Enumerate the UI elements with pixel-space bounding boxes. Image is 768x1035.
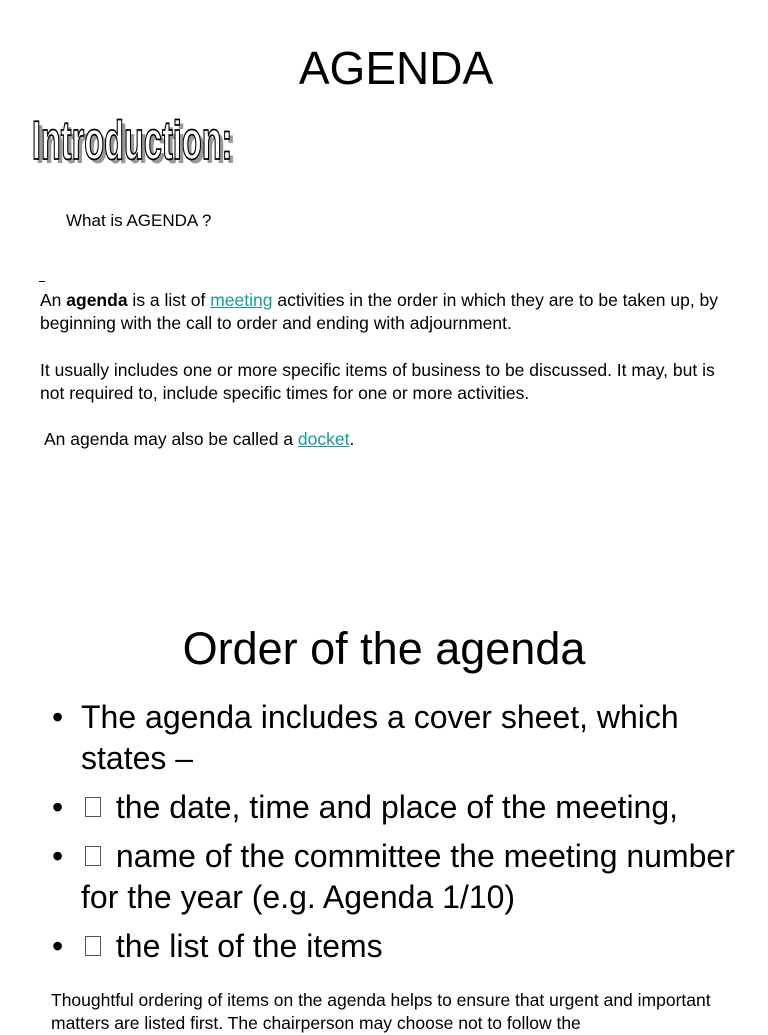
bullet-text: the list of the items	[107, 928, 383, 964]
para3-post: .	[349, 429, 355, 449]
missing-glyph-box-icon	[85, 936, 101, 956]
bullet-dot: •	[52, 699, 64, 735]
bullet-item	[52, 697, 742, 779]
bullet-text: The agenda includes a cover sheet, which states –	[81, 699, 679, 776]
section-heading: Order of the agenda	[182, 623, 586, 674]
docket-paragraph	[44, 428, 734, 451]
para1-pre: An	[40, 290, 67, 310]
para1-post: activities in the order in which they are to be taken up, by beginning with the call to order and ending with adjournment.	[40, 290, 719, 333]
missing-glyph-box-icon	[85, 846, 101, 866]
page-title: AGENDA	[298, 42, 494, 94]
bullet-text: the date, time and place of the meeting,	[107, 789, 679, 825]
missing-glyph-box-icon	[85, 797, 101, 817]
question-text: What is AGENDA ?	[66, 211, 212, 230]
para1-mid: is a list of	[127, 290, 211, 310]
bullet-dot: •	[52, 838, 64, 874]
bullet-dot: •	[52, 789, 64, 825]
bullet-list	[52, 697, 742, 975]
docket-link[interactable]: docket	[297, 429, 350, 449]
bullet-item	[52, 836, 742, 918]
stray-mark	[39, 281, 45, 282]
meeting-link[interactable]: meeting	[210, 290, 273, 310]
business-items-paragraph: It usually includes one or more specific items of business to be discussed. It may, but is not required to, include specific times for one or more activities.	[40, 360, 715, 403]
bullet-dot: •	[52, 928, 64, 964]
agenda-bold-term: agenda	[66, 290, 128, 310]
para3-pre: An agenda may also be called a	[44, 429, 298, 449]
footer-paragraph: Thoughtful ordering of items on the agenda helps to ensure that urgent and important matters are listed first. The chairperson may choose not to follow the	[51, 990, 711, 1033]
bullet-text: name of the committee the meeting number for the year (e.g. Agenda 1/10)	[81, 838, 735, 915]
bullet-item	[52, 787, 742, 828]
svg-text:Introduction:: Introduction:	[35, 114, 237, 176]
bullet-item	[52, 926, 742, 967]
introduction-wordart-heading	[30, 108, 245, 178]
svg-text:Introduction:: Introduction:	[31, 110, 233, 172]
definition-paragraph	[40, 289, 730, 335]
